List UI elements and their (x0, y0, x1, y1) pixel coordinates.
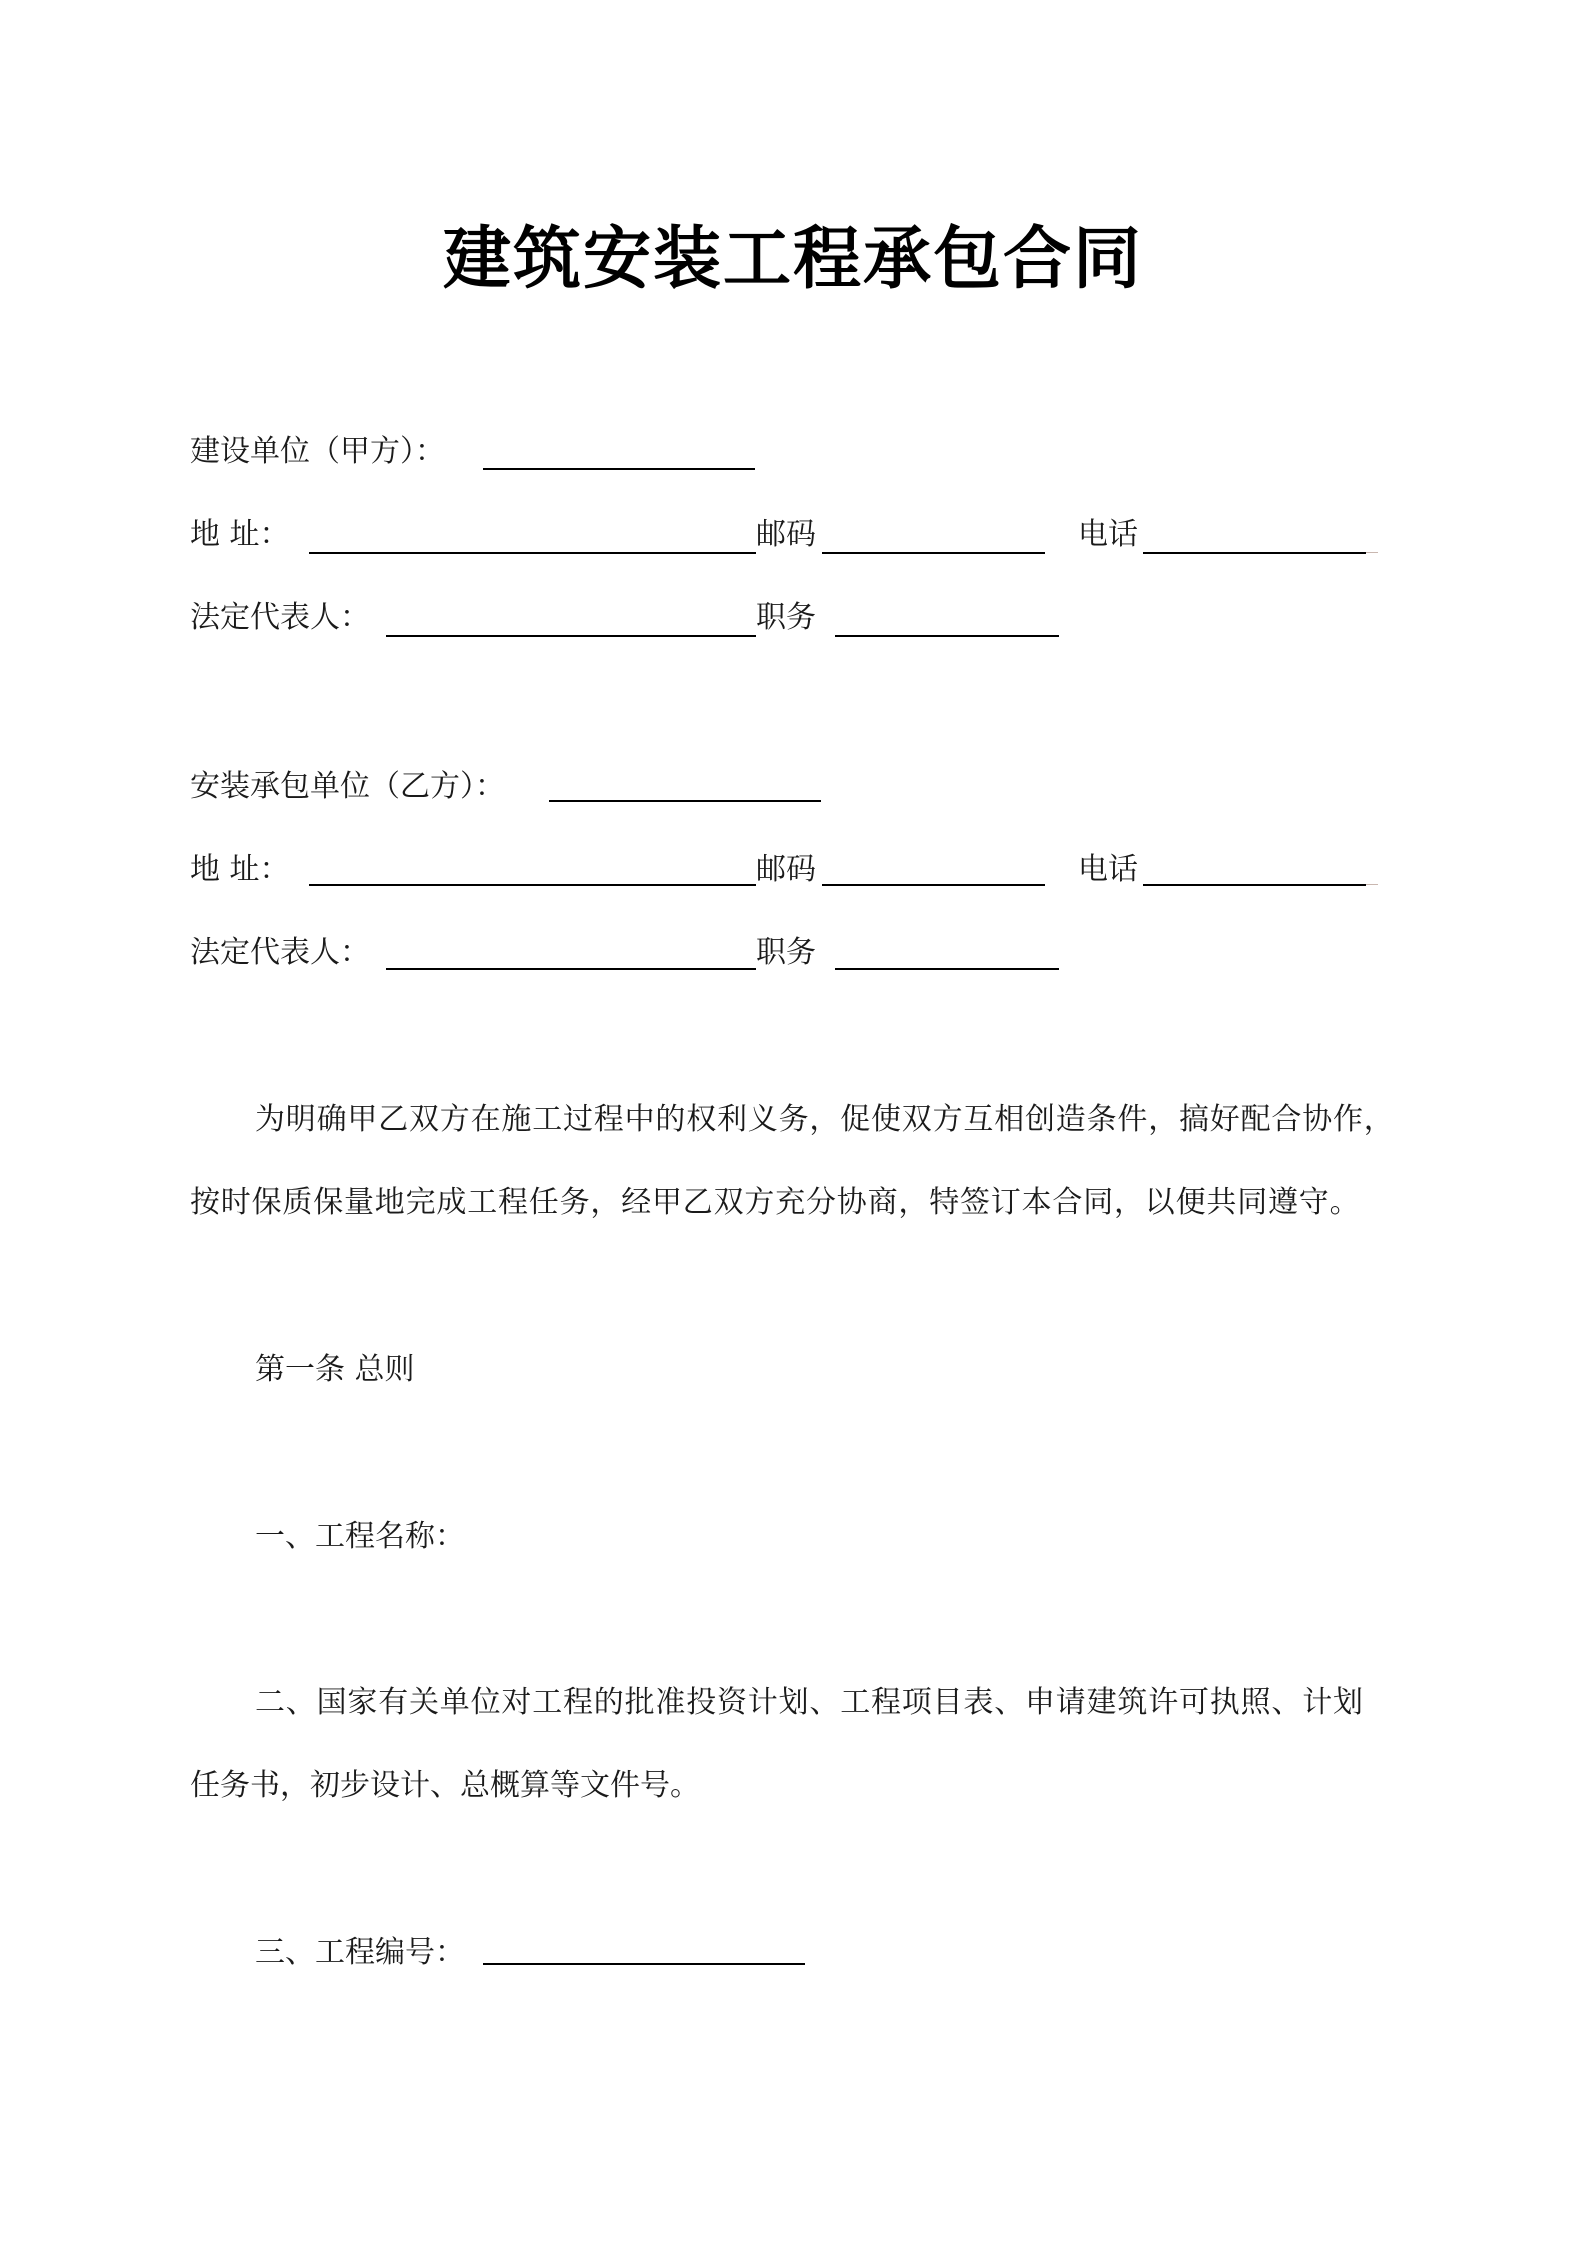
article-1-heading: 第一条 总则 (255, 1352, 415, 1387)
party-a-unit-label: 建设单位（甲方）： (190, 434, 445, 469)
party-b-phone-field[interactable] (1143, 884, 1366, 886)
party-a-legal-rep-field[interactable] (386, 635, 756, 637)
party-b-phone-field-end-mark (1366, 884, 1378, 885)
document-title: 建筑安装工程承包合同 (442, 219, 1143, 299)
party-a-unit-field[interactable] (483, 468, 755, 470)
party-b-position-label: 职务 (756, 935, 816, 970)
party-b-address-label: 地 址： (190, 852, 290, 887)
party-b-unit-label: 安装承包单位（乙方）： (190, 769, 505, 804)
party-b-position-field[interactable] (835, 968, 1059, 970)
party-a-phone-label: 电话 (1078, 517, 1138, 552)
party-b-postcode-field[interactable] (822, 884, 1045, 886)
preamble-line-2: 按时保质保量地完成工程任务，经甲乙双方充分协商，特签订本合同，以便共同遵守。 (190, 1185, 1361, 1220)
party-a-position-field[interactable] (835, 635, 1059, 637)
party-a-position-label: 职务 (756, 600, 816, 635)
party-a-postcode-label: 邮码 (756, 517, 816, 552)
party-a-address-label: 地 址： (190, 517, 290, 552)
party-a-phone-field-end-mark (1366, 552, 1378, 553)
party-b-legal-rep-label: 法定代表人： (190, 935, 370, 970)
party-b-address-field[interactable] (309, 884, 756, 886)
project-number-field[interactable] (483, 1963, 805, 1965)
article-1-item-2-line-2: 任务书，初步设计、总概算等文件号。 (190, 1768, 700, 1803)
party-a-address-field[interactable] (309, 552, 756, 554)
party-a-phone-field[interactable] (1143, 552, 1366, 554)
preamble-line-1: 为明确甲乙双方在施工过程中的权利义务，促使双方互相创造条件，搞好配合协作， (255, 1102, 1395, 1137)
article-1-item-3: 三、工程编号： (255, 1935, 465, 1970)
article-1-item-2-line-1: 二、国家有关单位对工程的批准投资计划、工程项目表、申请建筑许可执照、计划 (255, 1685, 1364, 1720)
party-a-postcode-field[interactable] (822, 552, 1045, 554)
party-b-phone-label: 电话 (1078, 852, 1138, 887)
party-b-postcode-label: 邮码 (756, 852, 816, 887)
party-b-legal-rep-field[interactable] (386, 968, 756, 970)
party-a-legal-rep-label: 法定代表人： (190, 600, 370, 635)
party-b-unit-field[interactable] (549, 800, 821, 802)
article-1-item-1: 一、工程名称： (255, 1519, 465, 1554)
